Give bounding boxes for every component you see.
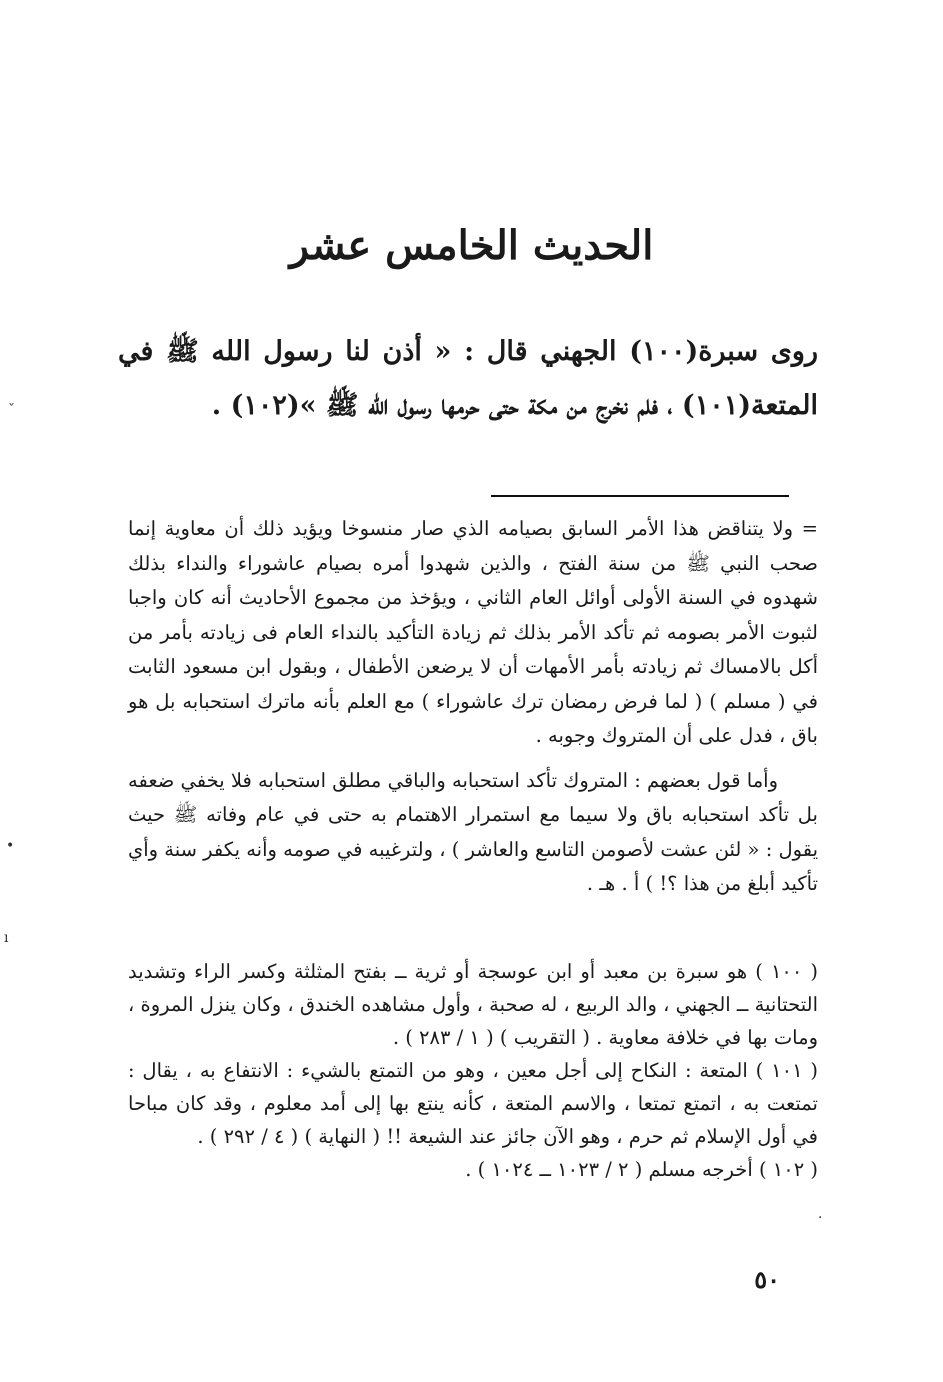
scan-dot-mark: · bbox=[818, 1210, 823, 1226]
footnote-text: المتعة : النكاح إلى أجل معين ، وهو من التمتع بالشيء : الانتفاع به ، يقال : تمتعت به ، اتمتع تمتعا ، والاسم المتعة ، كأنه ينتع بها إلى أمد معلوم ، وقد كان مباحا في أول الإسلام ثم حرم ، وهو الآن جائز عند الشيعة !! ( النهاية ) ( ٤ / ٢٩٢ ) . bbox=[128, 1059, 818, 1148]
hadith-text: روى سبرة(١٠٠) الجهني قال : « أذن لنا رسول الله ﷺ في المتعة(١٠١) ، فلم نخرج من مكة حتى حرمها رسول الله ﷺ »(١٠٢) . bbox=[118, 336, 818, 421]
footnote-number: ( ١٠٠ ) bbox=[755, 960, 819, 983]
commentary-paragraph-2: وأما قول بعضهم : المتروك تأكد استحبابه والباقي مطلق استحبابه فلا يخفي ضعفه بل تأكد استحبابه باق ولا سيما مع استمرار الاهتمام به حتى في عام وفاته ﷺ حيث يقول : « لئن عشت لأصومن التاسع والعاشر ) ، ولترغيبه في صومه وأنه يكفر سنة وأي تأكيد أبلغ من هذا ؟! ) أ . هـ . bbox=[128, 768, 818, 895]
commentary-block bbox=[128, 512, 818, 902]
chapter-title: الحديث الخامس عشر bbox=[289, 222, 654, 269]
footnote-102 bbox=[128, 1153, 818, 1186]
scan-dot-mark: • bbox=[6, 838, 15, 854]
footnote-100 bbox=[128, 955, 818, 1054]
footnote-separator-rule bbox=[491, 495, 789, 497]
page-number: ٥٠ bbox=[754, 1265, 780, 1294]
scan-dot-mark: ı bbox=[4, 930, 9, 946]
footnote-101 bbox=[128, 1054, 818, 1153]
footnote-number: ( ١٠١ ) bbox=[755, 1059, 819, 1082]
footnote-number: ( ١٠٢ ) bbox=[758, 1158, 818, 1181]
footnote-text: أخرجه مسلم ( ٢ / ١٠٢٣ ــ ١٠٢٤ ) . bbox=[465, 1158, 753, 1181]
footnotes-list bbox=[128, 955, 818, 1186]
footnote-text: هو سبرة بن معبد أو ابن عوسجة أو ثرية ــ بفتح المثلثة وكسر الراء وتشديد التحتانية ــ الجهني ، والد الربيع ، له صحبة ، وأول مشاهده الخندق ، وكان ينزل المروة ، ومات بها في خلافة معاوية . ( التقريب ) ( ١ / ٢٨٣ ) . bbox=[128, 960, 818, 1049]
commentary-paragraph-1: = ولا يتناقض هذا الأمر السابق بصيامه الذي صار منسوخا ويؤيد ذلك أن معاوية إنما صحب النبي ﷺ من سنة الفتح ، والذين شهدوا أمره بصيام عاشوراء والنداء بذلك شهدوه في السنة الأولى أوائل العام الثاني ، ويؤخذ من مجموع الأحاديث أنه كان واجبا لثبوت الأمر بصومه ثم تأكد الأمر بذلك ثم زيادة التأكيد بالنداء العام فى زيادته بأمر من أكل بالامساك ثم زيادته بأمر الأمهات أن لا يرضعن الأطفال ، وبقول ابن مسعود الثابت في ( مسلم ) ( لما فرض رمضان ترك عاشوراء ) مع العلم بأنه ماترك استحبابه بل هو باق ، فدل على أن المتروك وجوبه . bbox=[128, 517, 818, 747]
scan-dot-mark: ˯ bbox=[8, 390, 15, 406]
